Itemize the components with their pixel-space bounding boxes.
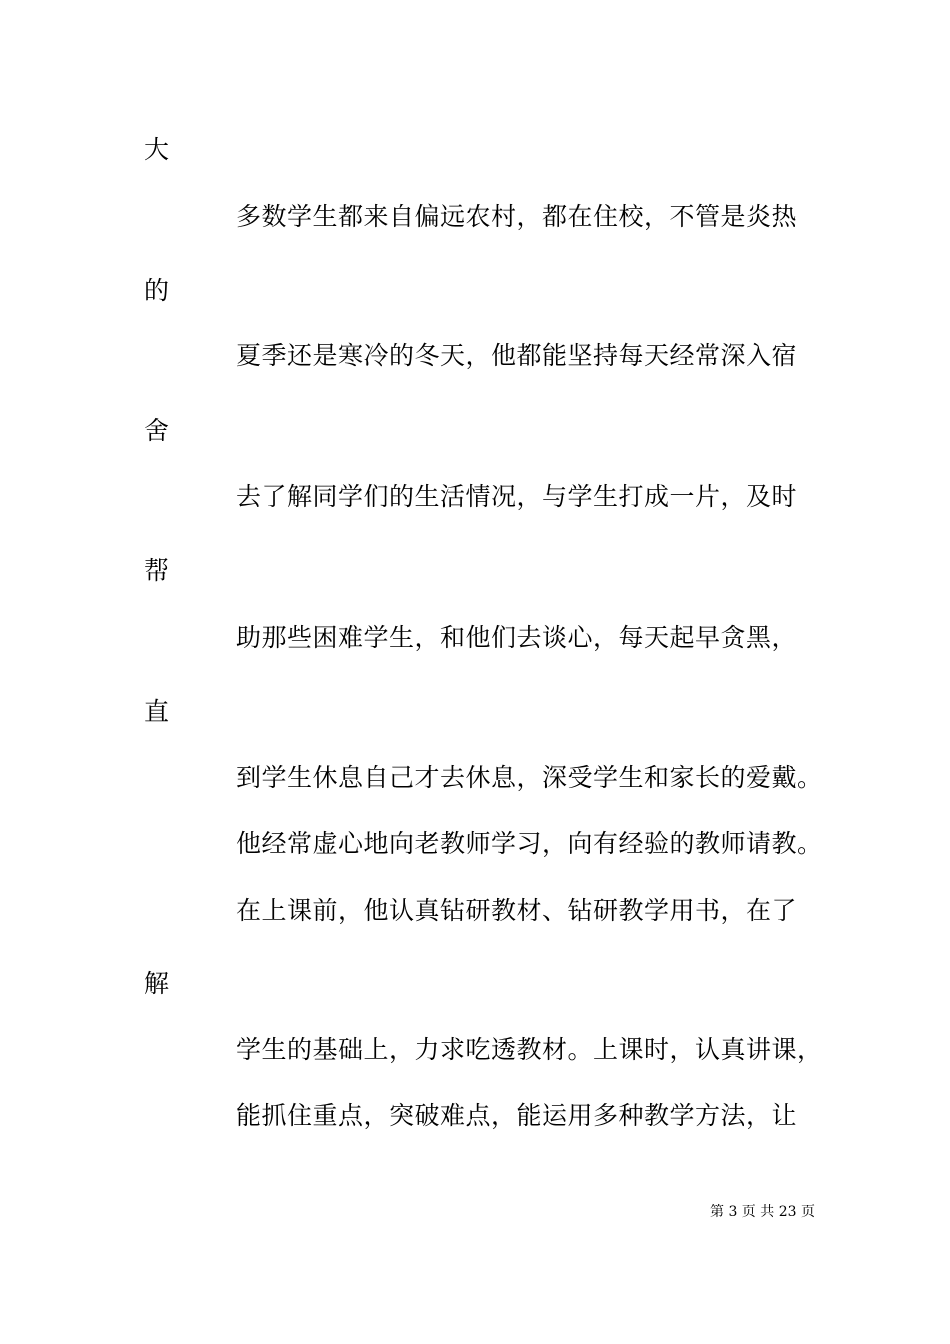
text-line: 帮 bbox=[144, 556, 170, 585]
text-line: 到学生休息自己才去休息，深受学生和家长的爱戴。 bbox=[236, 763, 823, 792]
text-line: 解 bbox=[144, 969, 170, 998]
text-line: 的 bbox=[144, 276, 170, 305]
page-number-footer: 第 3 页 共 23 页 bbox=[710, 1204, 815, 1220]
text-line: 他经常虚心地向老教师学习，向有经验的教师请教。 bbox=[236, 829, 823, 858]
text-line: 舍 bbox=[144, 416, 170, 445]
text-line: 助那些困难学生，和他们去谈心，每天起早贪黑， bbox=[236, 623, 798, 652]
text-line: 直 bbox=[144, 697, 170, 726]
text-line: 夏季还是寒冷的冬天，他都能坚持每天经常深入宿 bbox=[236, 341, 798, 370]
text-line: 多数学生都来自偏远农村，都在住校，不管是炎热 bbox=[236, 202, 798, 231]
text-line: 能抓住重点，突破难点，能运用多种教学方法，让 bbox=[236, 1101, 798, 1130]
text-line: 学生的基础上，力求吃透教材。上课时，认真讲课， bbox=[236, 1035, 823, 1064]
text-line: 大 bbox=[144, 135, 170, 164]
text-line: 去了解同学们的生活情况，与学生打成一片，及时 bbox=[236, 482, 798, 511]
text-line: 在上课前，他认真钻研教材、钻研教学用书，在了 bbox=[236, 896, 798, 925]
